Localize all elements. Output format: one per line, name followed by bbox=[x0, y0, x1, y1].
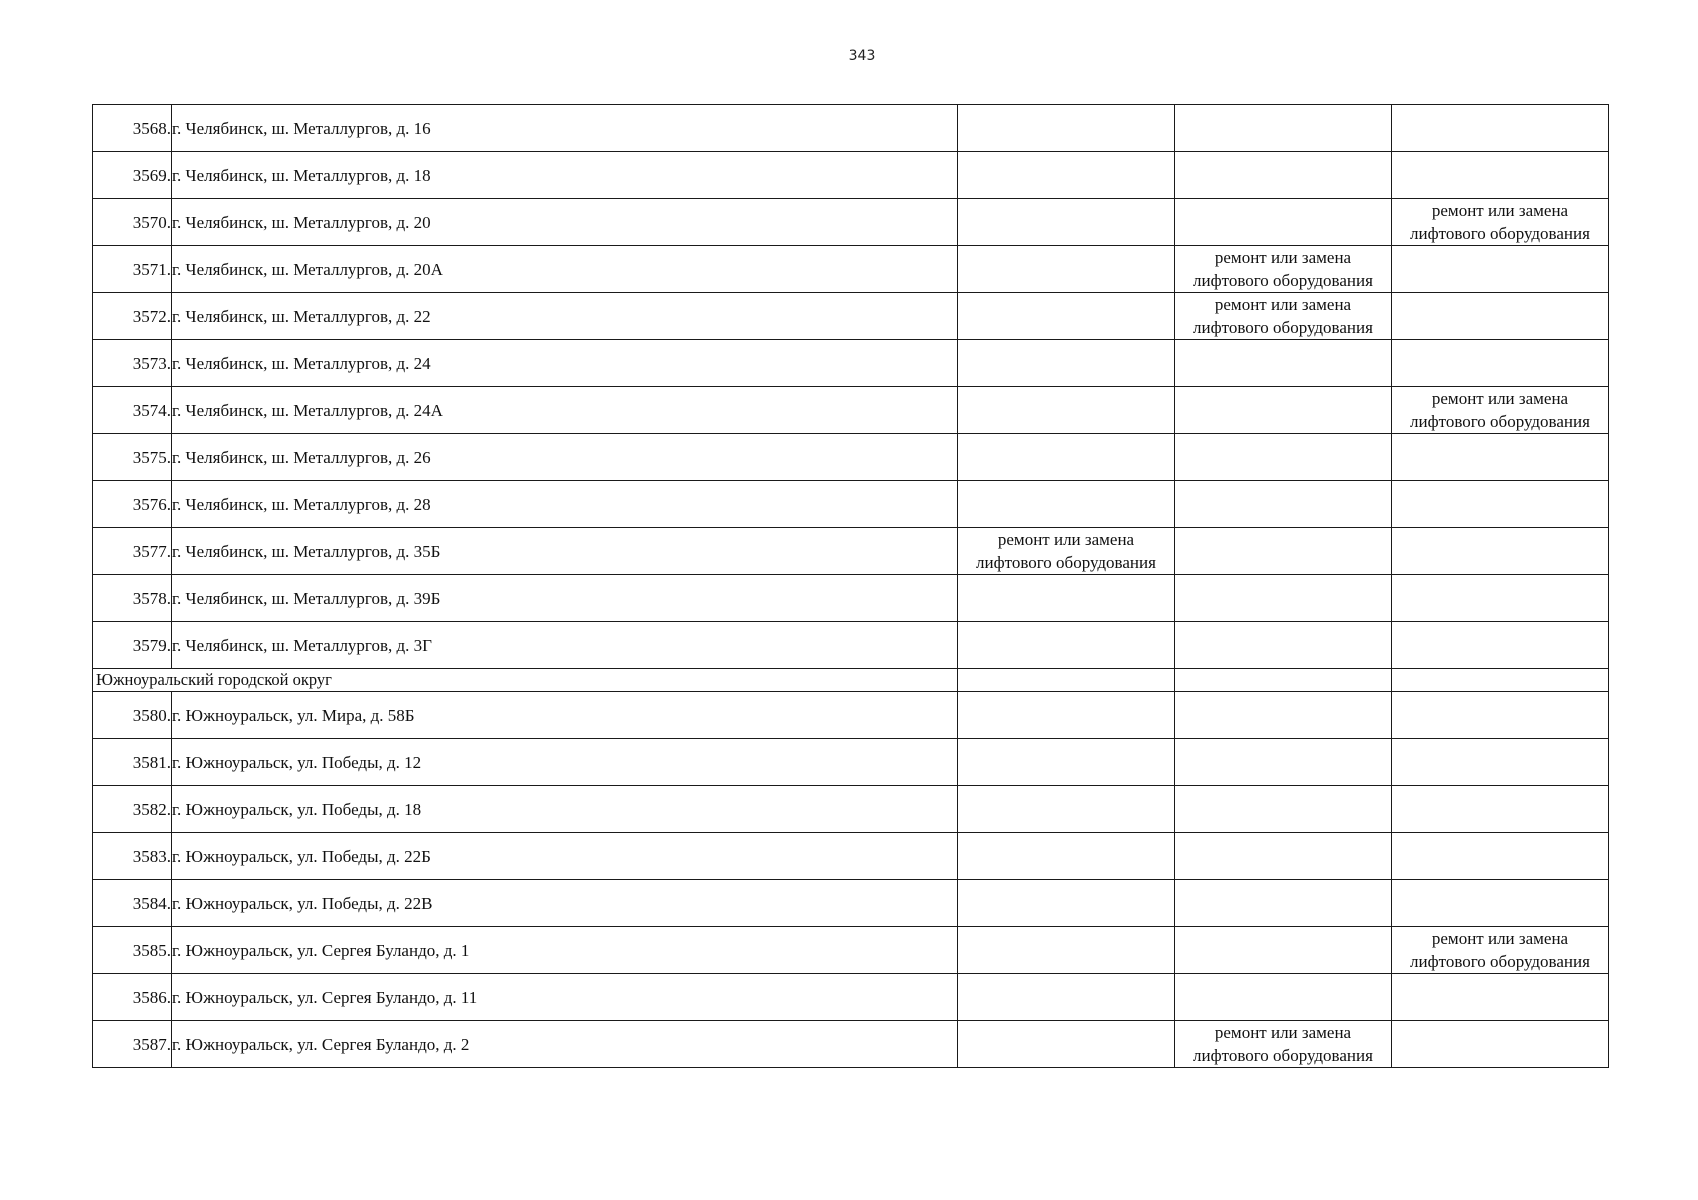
work-cell-2 bbox=[1175, 974, 1392, 1021]
work-text-line: лифтового оборудования bbox=[1410, 224, 1590, 243]
address-cell: г. Южноуральск, ул. Победы, д. 18 bbox=[172, 786, 958, 833]
work-cell-3 bbox=[1392, 340, 1609, 387]
table-row bbox=[93, 880, 1609, 927]
work-cell-3 bbox=[1392, 387, 1609, 434]
work-cell-1 bbox=[958, 1021, 1175, 1068]
work-cell-2 bbox=[1175, 833, 1392, 880]
work-text-line: ремонт или замена bbox=[1214, 1023, 1352, 1042]
row-number: 3583. bbox=[93, 833, 172, 880]
work-cell-1 bbox=[958, 152, 1175, 199]
work-cell-3 bbox=[1392, 622, 1609, 669]
work-cell-1 bbox=[958, 575, 1175, 622]
table-row bbox=[93, 340, 1609, 387]
address-cell: г. Челябинск, ш. Металлургов, д. 24А bbox=[172, 387, 958, 434]
work-cell-1 bbox=[958, 105, 1175, 152]
address-cell: г. Челябинск, ш. Металлургов, д. 22 bbox=[172, 293, 958, 340]
work-cell-1 bbox=[958, 974, 1175, 1021]
table-row bbox=[93, 927, 1609, 974]
work-text-line: ремонт или замена bbox=[1431, 389, 1569, 408]
work-text-line: лифтового оборудования bbox=[1193, 271, 1373, 290]
work-cell-1 bbox=[958, 293, 1175, 340]
empty-cell bbox=[958, 669, 1175, 692]
work-cell-2 bbox=[1175, 152, 1392, 199]
address-cell: г. Южноуральск, ул. Победы, д. 22Б bbox=[172, 833, 958, 880]
table-row bbox=[93, 246, 1609, 293]
work-cell-1 bbox=[958, 481, 1175, 528]
work-cell-1 bbox=[958, 199, 1175, 246]
work-text-line: ремонт или замена bbox=[997, 530, 1135, 549]
row-number: 3573. bbox=[93, 340, 172, 387]
row-number: 3580. bbox=[93, 692, 172, 739]
row-number: 3571. bbox=[93, 246, 172, 293]
work-cell-3 bbox=[1392, 739, 1609, 786]
work-cell-1 bbox=[958, 528, 1175, 575]
address-cell: г. Южноуральск, ул. Сергея Буландо, д. 11 bbox=[172, 974, 958, 1021]
table-row bbox=[93, 833, 1609, 880]
row-number: 3585. bbox=[93, 927, 172, 974]
work-cell-2 bbox=[1175, 434, 1392, 481]
work-cell-1 bbox=[958, 927, 1175, 974]
address-cell: г. Челябинск, ш. Металлургов, д. 28 bbox=[172, 481, 958, 528]
table-row bbox=[93, 1021, 1609, 1068]
empty-cell bbox=[1392, 669, 1609, 692]
table-row bbox=[93, 622, 1609, 669]
row-number: 3576. bbox=[93, 481, 172, 528]
table-row bbox=[93, 152, 1609, 199]
row-number: 3578. bbox=[93, 575, 172, 622]
row-number: 3574. bbox=[93, 387, 172, 434]
row-number: 3575. bbox=[93, 434, 172, 481]
row-number: 3568. bbox=[93, 105, 172, 152]
work-cell-2 bbox=[1175, 481, 1392, 528]
register-table bbox=[92, 104, 1609, 1068]
table-row bbox=[93, 974, 1609, 1021]
table-row bbox=[93, 293, 1609, 340]
address-cell: г. Южноуральск, ул. Сергея Буландо, д. 2 bbox=[172, 1021, 958, 1068]
section-row bbox=[93, 669, 1609, 692]
work-cell-1 bbox=[958, 786, 1175, 833]
work-cell-1 bbox=[958, 434, 1175, 481]
table-row bbox=[93, 575, 1609, 622]
work-cell-2 bbox=[1175, 692, 1392, 739]
work-cell-3 bbox=[1392, 528, 1609, 575]
work-cell-1 bbox=[958, 387, 1175, 434]
work-cell-1 bbox=[958, 340, 1175, 387]
table-row bbox=[93, 199, 1609, 246]
register-table-body bbox=[93, 105, 1609, 1068]
row-number: 3570. bbox=[93, 199, 172, 246]
work-cell-1 bbox=[958, 246, 1175, 293]
address-cell: г. Челябинск, ш. Металлургов, д. 35Б bbox=[172, 528, 958, 575]
table-row bbox=[93, 739, 1609, 786]
table-row bbox=[93, 387, 1609, 434]
work-text-line: ремонт или замена bbox=[1431, 929, 1569, 948]
work-cell-2 bbox=[1175, 199, 1392, 246]
address-cell: г. Южноуральск, ул. Сергея Буландо, д. 1 bbox=[172, 927, 958, 974]
work-cell-3 bbox=[1392, 434, 1609, 481]
work-cell-1 bbox=[958, 739, 1175, 786]
row-number: 3577. bbox=[93, 528, 172, 575]
address-cell: г. Южноуральск, ул. Мира, д. 58Б bbox=[172, 692, 958, 739]
work-text-line: лифтового оборудования bbox=[976, 553, 1156, 572]
work-cell-2 bbox=[1175, 880, 1392, 927]
work-cell-3 bbox=[1392, 575, 1609, 622]
row-number: 3582. bbox=[93, 786, 172, 833]
address-cell: г. Челябинск, ш. Металлургов, д. 39Б bbox=[172, 575, 958, 622]
table-row bbox=[93, 434, 1609, 481]
work-cell-3 bbox=[1392, 199, 1609, 246]
address-cell: г. Челябинск, ш. Металлургов, д. 26 bbox=[172, 434, 958, 481]
work-cell-2 bbox=[1175, 927, 1392, 974]
work-cell-2 bbox=[1175, 293, 1392, 340]
work-cell-3 bbox=[1392, 481, 1609, 528]
work-text-line: лифтового оборудования bbox=[1193, 1046, 1373, 1065]
page-number: 343 bbox=[848, 48, 876, 64]
work-cell-2 bbox=[1175, 786, 1392, 833]
work-cell-1 bbox=[958, 880, 1175, 927]
work-cell-2 bbox=[1175, 340, 1392, 387]
work-cell-3 bbox=[1392, 692, 1609, 739]
address-cell: г. Южноуральск, ул. Победы, д. 22В bbox=[172, 880, 958, 927]
table-row bbox=[93, 786, 1609, 833]
empty-cell bbox=[1175, 669, 1392, 692]
address-cell: г. Челябинск, ш. Металлургов, д. 3Г bbox=[172, 622, 958, 669]
row-number: 3586. bbox=[93, 974, 172, 1021]
work-cell-3 bbox=[1392, 833, 1609, 880]
work-text-line: ремонт или замена bbox=[1431, 201, 1569, 220]
row-number: 3572. bbox=[93, 293, 172, 340]
row-number: 3587. bbox=[93, 1021, 172, 1068]
table-row bbox=[93, 481, 1609, 528]
work-text-line: лифтового оборудования bbox=[1410, 952, 1590, 971]
work-cell-2 bbox=[1175, 575, 1392, 622]
work-cell-2 bbox=[1175, 246, 1392, 293]
work-cell-1 bbox=[958, 692, 1175, 739]
table-row bbox=[93, 528, 1609, 575]
table-row bbox=[93, 692, 1609, 739]
work-cell-3 bbox=[1392, 1021, 1609, 1068]
table-row bbox=[93, 105, 1609, 152]
address-cell: г. Челябинск, ш. Металлургов, д. 24 bbox=[172, 340, 958, 387]
work-cell-3 bbox=[1392, 927, 1609, 974]
address-cell: г. Челябинск, ш. Металлургов, д. 16 bbox=[172, 105, 958, 152]
work-cell-2 bbox=[1175, 1021, 1392, 1068]
work-cell-3 bbox=[1392, 105, 1609, 152]
work-text-line: ремонт или замена bbox=[1214, 295, 1352, 314]
row-number: 3581. bbox=[93, 739, 172, 786]
address-cell: г. Южноуральск, ул. Победы, д. 12 bbox=[172, 739, 958, 786]
address-cell: г. Челябинск, ш. Металлургов, д. 20А bbox=[172, 246, 958, 293]
work-cell-1 bbox=[958, 833, 1175, 880]
work-cell-3 bbox=[1392, 246, 1609, 293]
work-text-line: лифтового оборудования bbox=[1193, 318, 1373, 337]
work-cell-2 bbox=[1175, 622, 1392, 669]
address-cell: г. Челябинск, ш. Металлургов, д. 18 bbox=[172, 152, 958, 199]
work-cell-1 bbox=[958, 622, 1175, 669]
work-text-line: лифтового оборудования bbox=[1410, 412, 1590, 431]
row-number: 3579. bbox=[93, 622, 172, 669]
row-number: 3569. bbox=[93, 152, 172, 199]
work-cell-2 bbox=[1175, 387, 1392, 434]
section-label: Южноуральский городской округ bbox=[93, 669, 958, 692]
work-cell-3 bbox=[1392, 152, 1609, 199]
work-cell-3 bbox=[1392, 880, 1609, 927]
row-number: 3584. bbox=[93, 880, 172, 927]
work-cell-2 bbox=[1175, 528, 1392, 575]
work-cell-3 bbox=[1392, 786, 1609, 833]
work-text-line: ремонт или замена bbox=[1214, 248, 1352, 267]
work-cell-3 bbox=[1392, 293, 1609, 340]
address-cell: г. Челябинск, ш. Металлургов, д. 20 bbox=[172, 199, 958, 246]
work-cell-3 bbox=[1392, 974, 1609, 1021]
work-cell-2 bbox=[1175, 105, 1392, 152]
work-cell-2 bbox=[1175, 739, 1392, 786]
